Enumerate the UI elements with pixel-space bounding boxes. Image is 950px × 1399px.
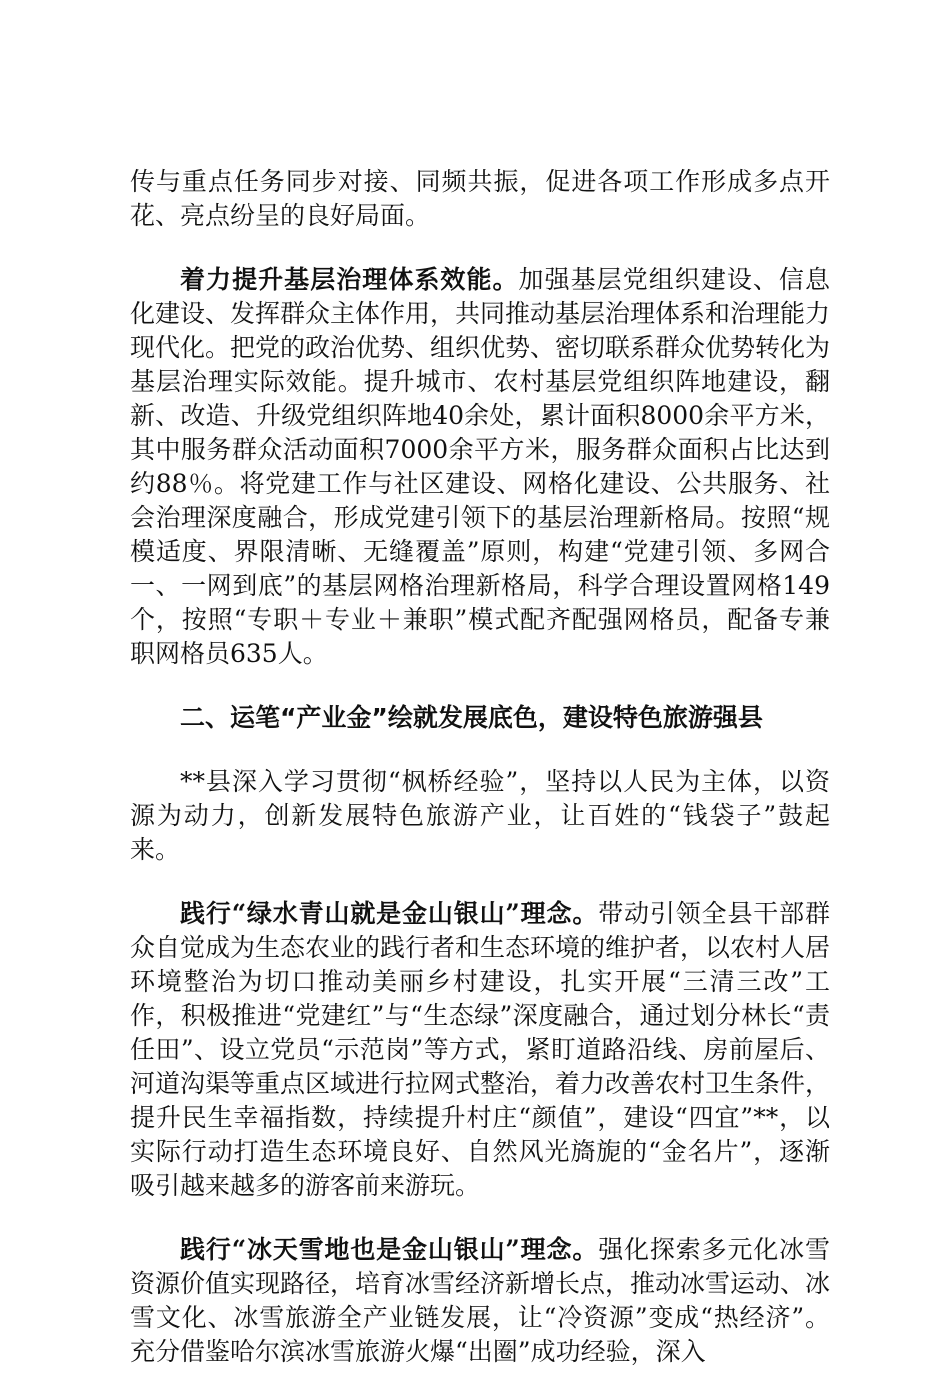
section-heading: 二、运笔“产业金”绘就发展底色，建设特色旅游强县 bbox=[180, 703, 763, 732]
paragraph-text: 传与重点任务同步对接、同频共振，促进各项工作形成多点开花、亮点纷呈的良好局面。 bbox=[130, 167, 830, 230]
paragraph-green-mountains bbox=[130, 897, 830, 1203]
paragraph-lead: 着力提升基层治理体系效能。 bbox=[180, 265, 519, 294]
paragraph-text: 加强基层党组织建设、信息化建设、发挥群众主体作用，共同推动基层治理体系和治理能力现代化。把党的政治优势、组织优势、密切联系群众优势转化为基层治理实际效能。提升城市、农村基层党组织阵地建设，翻新、改造、升级党组织阵地40余处，累计面积8000余平方米，其中服务群众活动面积7000余平方米，服务群众面积占比达到约88％。将党建工作与社区建设、网格化建设、公共服务、社会治理深度融合，形成党建引领下的基层治理新格局。按照“规模适度、界限清晰、无缝覆盖”原则，构建“党建引领、多网合一、一网到底”的基层网格治理新格局，科学合理设置网格149个，按照“专职＋专业＋兼职”模式配齐配强网格员，配备专兼职网格员635人。 bbox=[130, 265, 831, 668]
paragraph-governance bbox=[130, 263, 830, 671]
paragraph-text: 带动引领全县干部群众自觉成为生态农业的践行者和生态环境的维护者，以农村人居环境整治为切口推动美丽乡村建设，扎实开展“三清三改”工作，积极推进“党建红”与“生态绿”深度融合，通过划分林长“责任田”、设立党员“示范岗”等方式，紧盯道路沿线、房前屋后、河道沟渠等重点区域进行拉网式整治，着力改善农村卫生条件，提升民生幸福指数，持续提升村庄“颜值”，建设“四宜”**，以实际行动打造生态环境良好、自然风光旖旎的“金名片”，逐渐吸引越来越多的游客前来游玩。 bbox=[130, 899, 831, 1200]
paragraph-text: 强化探索多元化冰雪资源价值实现路径，培育冰雪经济新增长点，推动冰雪运动、冰雪文化、冰雪旅游全产业链发展，让“冷资源”变成“热经济”。充分借鉴哈尔滨冰雪旅游火爆“出圈”成功经验，深入 bbox=[130, 1235, 831, 1366]
paragraph-intro bbox=[130, 765, 830, 867]
document-body bbox=[130, 165, 830, 1399]
paragraph-lead: 践行“冰天雪地也是金山银山”理念。 bbox=[180, 1235, 599, 1264]
paragraph-text: **县深入学习贯彻“枫桥经验”，坚持以人民为主体，以资源为动力，创新发展特色旅游产业，让百姓的“钱袋子”鼓起来。 bbox=[130, 767, 830, 864]
paragraph-continuation bbox=[130, 165, 830, 233]
paragraph-lead: 践行“绿水青山就是金山银山”理念。 bbox=[180, 899, 599, 928]
paragraph-ice-snow bbox=[130, 1233, 830, 1369]
